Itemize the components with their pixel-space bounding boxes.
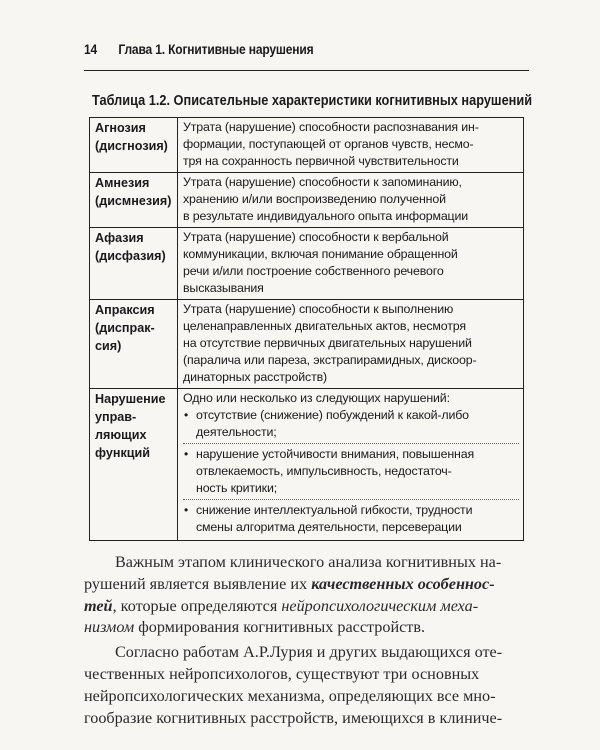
bullet-line: деятельности; [196,425,277,439]
bullet-item [183,446,519,500]
bullet-line: нарушение устойчивости внимания, повышенная [196,447,475,461]
definition-cell [178,389,524,541]
definition-line: речи и/или построение собственного речевого [183,264,444,278]
bullet-line: ность критики; [196,481,278,495]
term-line: (дисгнозия) [95,139,168,153]
definition-cell [178,173,524,228]
bullet-line: отвлекаемость, импульсивность, недостаточ- [196,464,452,478]
term-cell [90,118,178,173]
header-rule [84,70,529,71]
definition-line: в результате индивидуального опыта информации [183,209,469,223]
table-row [90,118,524,173]
running-header [84,41,471,57]
definition-line: целенаправленных двигательных актов, несмотря [183,319,466,333]
text-line [84,642,532,664]
paragraph [84,642,532,729]
bullet-icon: • [184,447,189,461]
paragraph [84,552,532,639]
definition-line: Утрата (нарушение) способности к запоминанию, [183,175,462,189]
term-line: (дисмнезия) [95,194,172,208]
term-cell [90,300,178,389]
term-cell [90,173,178,228]
text-line [84,596,532,618]
definition-cell [178,228,524,300]
term-line: ляющих [95,428,147,442]
italic-text: нейропсихологическим меха- [281,596,479,615]
page-number: 14 [84,41,98,57]
definition-line: Утрата (нарушение) способности распознавания ин- [183,120,479,134]
definition-line: формации, поступающей от органов чувств, несмо- [183,137,474,151]
definition-line: высказывания [183,281,264,295]
bullet-line: снижение интеллектуальной гибкости, трудности [196,503,473,517]
term-line: сия) [95,339,122,353]
table-caption: Таблица 1.2. Описательные характеристики когнитивных нарушений [92,93,533,109]
definition-intro: Одно или несколько из следующих нарушений: [183,391,450,405]
term-line: (диспрак- [95,321,155,335]
definition-line: (паралича или пареза, экстрапирамидных, дискоор- [183,353,477,367]
text-span: , которые определяются [112,596,282,615]
bullet-item [183,502,519,538]
definition-cell [178,300,524,389]
chapter-title: Глава 1. Когнитивные нарушения [118,41,314,57]
text-span: рушений является выявление их [84,574,312,593]
term-line: Амнезия [95,176,150,190]
definition-line: динаторных расстройств) [183,370,327,384]
text-span: Согласно работам А.Р.Лурия и других выдающихся оте- [115,643,503,662]
text-span: Важным этапом клинического анализа когнитивных на- [115,553,502,571]
term-line: функций [95,446,150,460]
term-cell [90,228,178,300]
term-cell [90,389,178,541]
definition-line: коммуникации, включая понимание обращенной [183,247,458,261]
italic-text: низмом [84,618,135,637]
text-line [84,617,532,639]
text-line: чественных нейропсихологов, существуют три основных [84,664,480,683]
bullet-line: отсутствие (снижение) побуждений к какой-либо [196,408,469,422]
bullet-icon: • [184,408,189,422]
bullet-item [183,407,519,444]
text-line [84,574,532,596]
text-line [84,552,532,574]
definition-cell [178,118,524,173]
definition-line: тря на сохранность первичной чувствительности [183,154,459,168]
table-row [90,389,524,541]
cognitive-disorders-table [89,117,524,541]
term-line: Агнозия [95,121,146,135]
emphasis-text: тей [84,596,113,615]
term-line: Афазия [95,231,144,245]
term-line: Нарушение [95,392,166,406]
text-span: формирования когнитивных расстройств. [134,618,426,637]
body-text [84,552,532,729]
bullet-line: смены алгоритма деятельности, персеверации [196,520,462,534]
emphasis-text: качественных особеннос- [311,574,495,593]
definition-line: хранению и/или воспроизведению полученной [183,192,446,206]
text-line: гообразие когнитивных расстройств, имеющихся в клиниче- [84,708,503,727]
text-line: нейропсихологических механизма, определяющих все мно- [84,686,496,705]
definition-line: на отсутствие первичных двигательных нарушений [183,336,472,350]
definition-line: Утрата (нарушение) способности к вербальной [183,230,449,244]
term-line: Апраксия [95,303,155,317]
term-line: управ- [95,410,137,424]
term-line: (дисфазия) [95,249,166,263]
definition-line: Утрата (нарушение) способности к выполнению [183,302,454,316]
bullet-icon: • [184,503,189,517]
table-row [90,300,524,389]
table-row [90,173,524,228]
table-row [90,228,524,300]
